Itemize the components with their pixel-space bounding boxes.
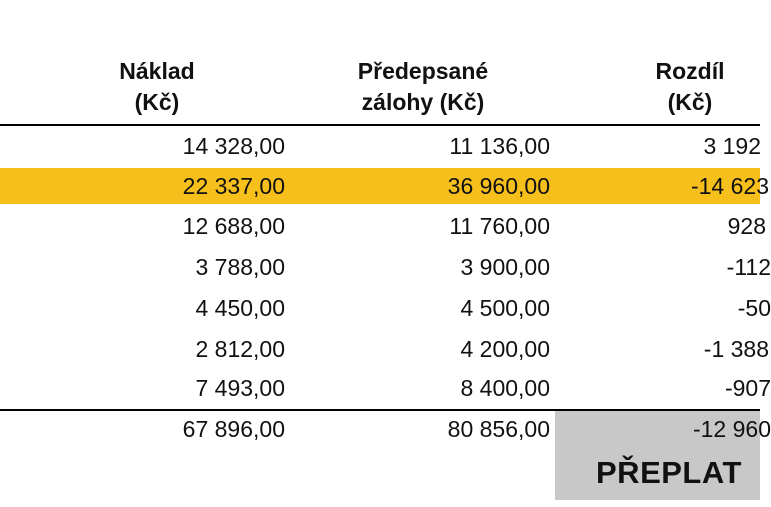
table-row (0, 288, 771, 328)
cell-rozdil: 928 (727, 213, 766, 239)
cell-rozdil: -50 (737, 295, 771, 321)
header-rozdil (620, 56, 760, 118)
header-predepsane-zalohy (318, 56, 528, 118)
header-predepsane-line1: Předepsané (357, 58, 489, 84)
totals-row (0, 409, 771, 449)
table-row (0, 126, 760, 166)
cell-rozdil: -14 623 (690, 173, 769, 199)
cell-rozdil: -907 (724, 375, 771, 401)
table-row (0, 329, 769, 369)
cell-rozdil: -1 388 (703, 336, 769, 362)
header-rozdil-line1: Rozdíl (655, 58, 725, 84)
header-rozdil-line2: (Kč) (667, 89, 713, 115)
table-row (0, 206, 766, 246)
cell-naklad: 2 812,00 (195, 336, 285, 362)
overpayment-label: PŘEPLAT (596, 455, 742, 490)
cell-naklad: 14 328,00 (182, 133, 285, 159)
table-row-highlighted (0, 168, 769, 204)
total-zalohy: 80 856,00 (447, 416, 550, 442)
table-row (0, 368, 771, 408)
header-naklad (102, 56, 212, 118)
header-naklad-line2: (Kč) (134, 89, 180, 115)
cell-naklad: 22 337,00 (182, 173, 285, 199)
header-predepsane-line2: zálohy (Kč) (361, 89, 485, 115)
cell-zalohy: 3 900,00 (460, 254, 550, 280)
cell-zalohy: 4 200,00 (460, 336, 550, 362)
cell-naklad: 4 450,00 (195, 295, 285, 321)
table-row (0, 247, 771, 287)
cell-zalohy: 4 500,00 (460, 295, 550, 321)
cell-zalohy: 11 136,00 (449, 133, 550, 159)
cell-zalohy: 8 400,00 (460, 375, 550, 401)
cell-zalohy: 11 760,00 (449, 213, 550, 239)
cell-rozdil: 3 192 (703, 133, 761, 159)
cell-rozdil: -112 (726, 254, 771, 280)
header-naklad-line1: Náklad (119, 58, 195, 84)
cell-naklad: 7 493,00 (195, 375, 285, 401)
total-naklad: 67 896,00 (182, 416, 285, 442)
cell-naklad: 12 688,00 (182, 213, 285, 239)
cell-zalohy: 36 960,00 (447, 173, 550, 199)
total-rozdil: -12 960 (692, 416, 771, 442)
cell-naklad: 3 788,00 (195, 254, 285, 280)
